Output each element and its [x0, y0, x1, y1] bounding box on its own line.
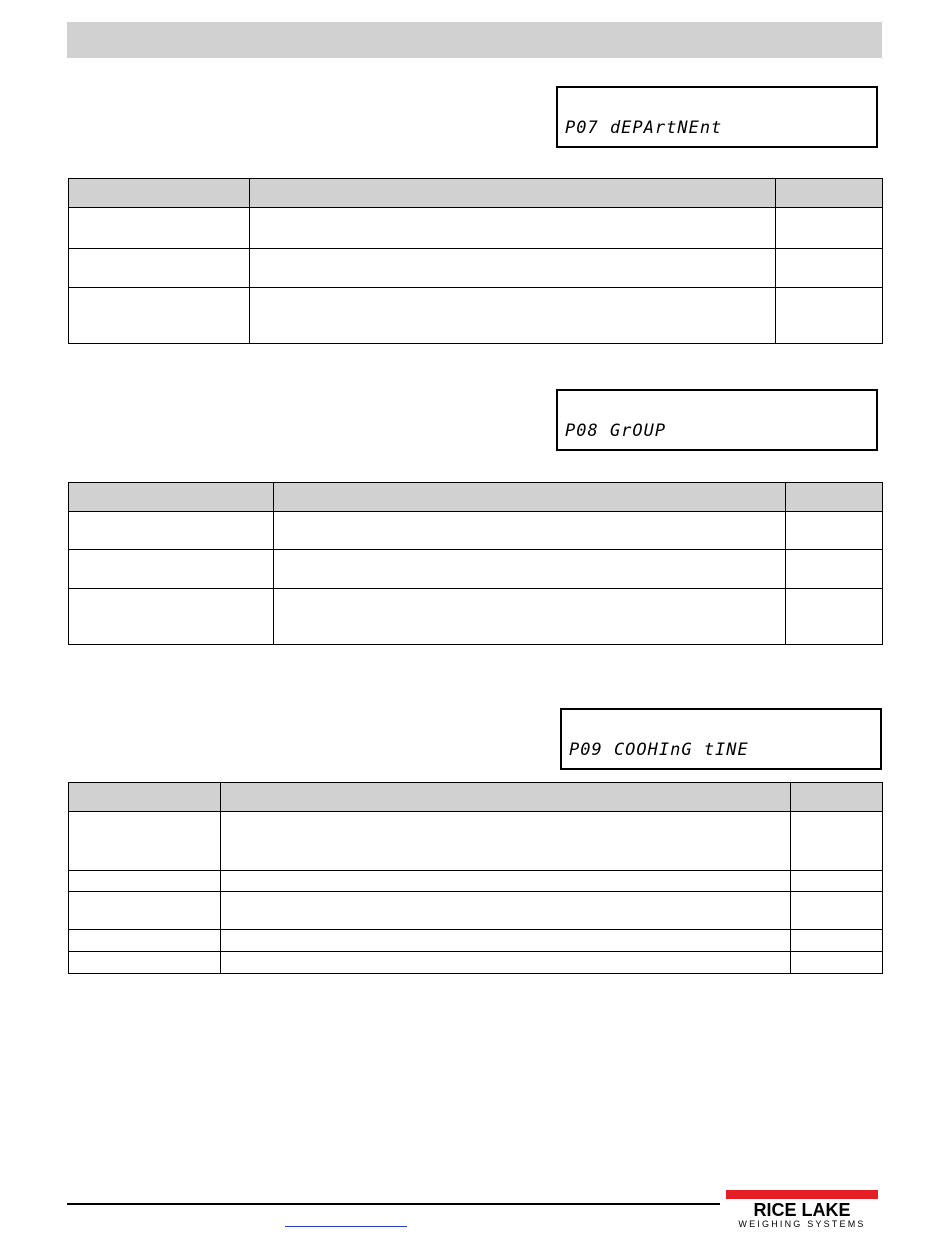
lcd-display-group — [556, 389, 878, 451]
table-cell — [274, 512, 786, 550]
table-row — [69, 288, 883, 344]
table-cell — [221, 892, 791, 930]
table-cell — [69, 871, 221, 892]
table-cell — [786, 589, 883, 645]
parameter-table-group — [68, 482, 883, 645]
header-cell — [69, 483, 274, 512]
table-cell — [791, 871, 883, 892]
table-cell — [221, 930, 791, 952]
header-cell — [221, 783, 791, 812]
table-cell — [69, 208, 250, 249]
logo-tagline: WEIGHING SYSTEMS — [738, 1219, 866, 1229]
table-cell — [274, 589, 786, 645]
table-cell — [791, 812, 883, 871]
table-cell — [69, 952, 221, 974]
table-row — [69, 930, 883, 952]
table-cell — [776, 249, 883, 288]
table-cell — [69, 288, 250, 344]
lcd-display-cooking-time — [560, 708, 882, 770]
table-cell — [250, 288, 776, 344]
footer-link[interactable] — [285, 1214, 407, 1227]
table-cell — [274, 550, 786, 589]
table-cell — [791, 952, 883, 974]
table-cell — [250, 249, 776, 288]
table-row — [69, 892, 883, 930]
header-cell — [791, 783, 883, 812]
section-header-bar — [67, 22, 882, 58]
table-row — [69, 512, 883, 550]
header-cell — [786, 483, 883, 512]
header-cell — [69, 179, 250, 208]
lcd-display-department — [556, 86, 878, 148]
table-cell — [69, 589, 274, 645]
table-cell — [221, 812, 791, 871]
lcd-text: P09 COOHInG tINE — [569, 740, 749, 760]
table-row — [69, 871, 883, 892]
table-header-row — [69, 483, 883, 512]
table-cell — [786, 512, 883, 550]
table-cell — [776, 288, 883, 344]
header-cell — [69, 783, 221, 812]
table-cell — [69, 512, 274, 550]
logo-brand: RICE LAKE — [753, 1200, 851, 1220]
table-row — [69, 550, 883, 589]
table-cell — [69, 550, 274, 589]
table-cell — [69, 892, 221, 930]
table-cell — [250, 208, 776, 249]
table-cell — [791, 892, 883, 930]
table-cell — [221, 871, 791, 892]
table-header-row — [69, 179, 883, 208]
lcd-text: P08 GrOUP — [565, 421, 667, 441]
rice-lake-logo — [722, 1189, 882, 1229]
lcd-text: P07 dEPArtNEnt — [565, 118, 723, 138]
table-cell — [791, 930, 883, 952]
header-cell — [274, 483, 786, 512]
header-cell — [776, 179, 883, 208]
table-cell — [69, 249, 250, 288]
table-cell — [776, 208, 883, 249]
table-row — [69, 208, 883, 249]
logo-accent-bar — [726, 1190, 878, 1199]
parameter-table-cooking-time — [68, 782, 883, 974]
table-cell — [786, 550, 883, 589]
table-row — [69, 249, 883, 288]
table-cell — [69, 812, 221, 871]
parameter-table-department — [68, 178, 883, 344]
footer-rule — [67, 1203, 720, 1205]
table-cell — [69, 930, 221, 952]
table-cell — [221, 952, 791, 974]
table-row — [69, 812, 883, 871]
table-header-row — [69, 783, 883, 812]
table-row — [69, 589, 883, 645]
header-cell — [250, 179, 776, 208]
table-row — [69, 952, 883, 974]
